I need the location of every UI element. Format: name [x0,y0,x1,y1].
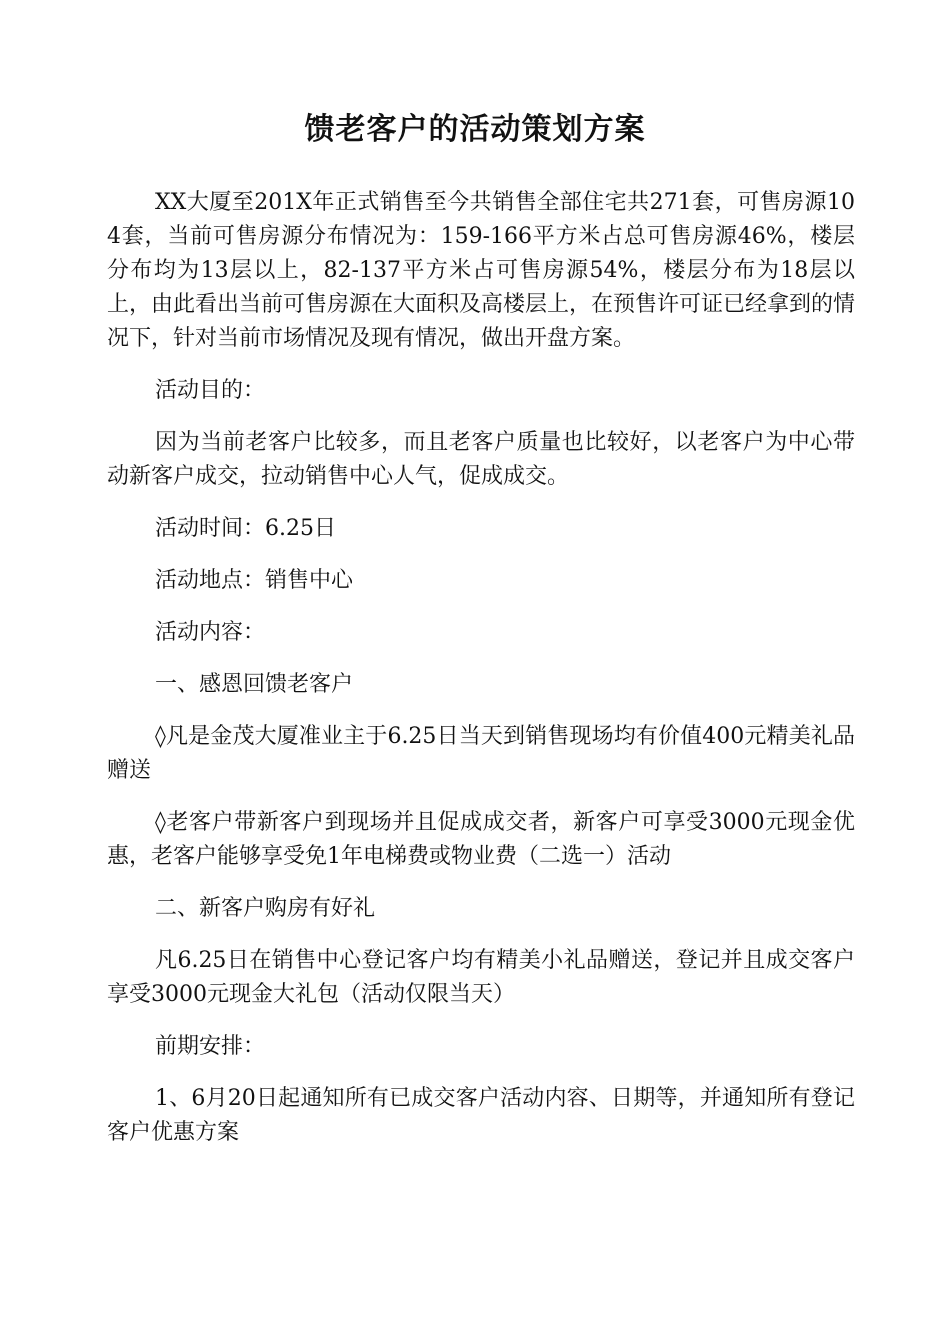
document-body [107,186,855,1168]
purpose-paragraph: 因为当前老客户比较多，而且老客户质量也比较好，以老客户为中心带动新客户成交，拉动销售中心人气，促成成交。 [107,430,855,489]
event-location: 活动地点：销售中心 [155,568,354,593]
preparation-heading: 前期安排： [155,1034,266,1059]
section-two-heading: 二、新客户购房有好礼 [155,896,376,921]
document-title: 馈老客户的活动策划方案 [304,112,646,147]
section-one-heading: 一、感恩回馈老客户 [155,672,354,697]
purpose-heading: 活动目的： [155,378,266,403]
section-one-item-referral: ◊老客户带新客户到现场并且促成成交者，新客户可享受3000元现金优惠，老客户能够享受免1年电梯费或物业费（二选一）活动 [107,810,855,869]
content-heading: 活动内容： [155,620,266,645]
preparation-item-1: 1、6月20日起通知所有已成交客户活动内容、日期等，并通知所有登记客户优惠方案 [107,1086,855,1145]
section-two-paragraph: 凡6.25日在销售中心登记客户均有精美小礼品赠送，登记并且成交客户享受3000元现金大礼包（活动仅限当天） [107,948,855,1007]
section-one-item-gift: ◊凡是金茂大厦准业主于6.25日当天到销售现场均有价值400元精美礼品赠送 [107,724,855,783]
intro-paragraph: XX大厦至201X年正式销售至今共销售全部住宅共271套，可售房源104套，当前可售房源分布情况为：159-166平方米占总可售房源46%，楼层分布均为13层以上，82-137平方米占可售房源54%，楼层分布为18层以上，由此看出当前可售房源在大面积及高楼层上，在预售许可证已经拿到的情况下，针对当前市场情况及现有情况，做出开盘方案。 [107,190,856,351]
event-time: 活动时间：6.25日 [155,516,336,541]
